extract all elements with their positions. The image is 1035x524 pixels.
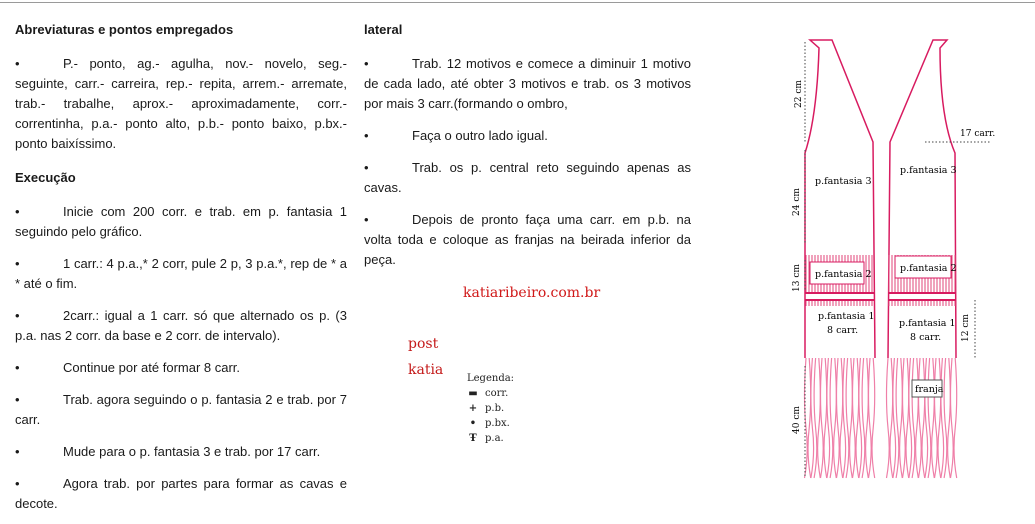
bullet: •: [15, 392, 20, 407]
fringe-strand: [808, 358, 811, 478]
legend-label: p.bx.: [485, 418, 510, 429]
step-text: 2carr.: igual a 1 carr. só que alternado os p. (3 p.a. nas 2 corr. da base e 2 corr. de intervalo).: [15, 308, 347, 343]
legend-label: p.a.: [485, 433, 504, 444]
bullet: •: [15, 204, 20, 219]
fringe-strand: [846, 358, 849, 478]
left-f3-label: p.fantasia 3: [815, 176, 872, 187]
fringe-strand: [837, 358, 840, 478]
fringe-strand: [811, 358, 814, 478]
bullet: •: [15, 308, 20, 323]
franja-label: franja: [915, 384, 944, 395]
stitch-legend: [467, 373, 514, 448]
fringe-strand: [859, 358, 862, 478]
fringe-strand: [906, 358, 909, 478]
step-text: Continue por até formar 8 carr.: [63, 360, 241, 375]
step-text: Faça o outro lado igual.: [412, 128, 548, 143]
execution-heading: Execução: [15, 170, 76, 185]
chain-stitch-icon: ▬: [468, 388, 478, 399]
fringe-strand: [814, 358, 817, 478]
fringe-strand: [919, 358, 922, 478]
legend-label: corr.: [485, 388, 509, 399]
fringe-strand: [909, 358, 912, 478]
lateral-step-4: [364, 210, 691, 270]
fringe-strand: [856, 358, 859, 478]
fringe-strand: [903, 358, 906, 478]
bullet: •: [364, 56, 369, 71]
lateral-heading: lateral: [364, 22, 403, 37]
double-crochet-icon: Ŧ: [469, 433, 477, 444]
vest-schematic-diagram: [775, 28, 1025, 488]
fringe-strand: [925, 358, 928, 478]
bullet: •: [15, 256, 20, 271]
step-3: [15, 306, 347, 346]
abbreviations-text: P.- ponto, ag.- agulha, nov.- novelo, seg.- seguinte, carr.- carreira, rep.- repita, arrem.- arremate, trab.- trabalhe, aprox.- aproximadamente, corr.- correntinha, p.a.- ponto alto, p.b.- ponto baixo, p.bx.- ponto baixíssimo.: [15, 56, 347, 151]
left-f2-label: p.fantasia 2: [815, 269, 872, 280]
single-crochet-icon: +: [468, 403, 478, 414]
signature-line-1: post: [408, 336, 439, 352]
step-text: 1 carr.: 4 p.a.,* 2 corr, pule 2 p, 3 p.a.*, rep de * a * até o fim.: [15, 256, 347, 291]
step-text: Agora trab. por partes para formar as cavas e decote.: [15, 476, 347, 511]
fringe-strand: [853, 358, 856, 478]
legend-title-row: [467, 373, 514, 388]
bullet: •: [364, 128, 369, 143]
website-watermark: katiaribeiro.com.br: [463, 285, 601, 301]
measure-13-label: 13 cm: [792, 264, 802, 292]
step-4: [15, 358, 347, 378]
fringe-strand: [862, 358, 865, 478]
bullet: •: [15, 444, 20, 459]
legend-item: [467, 388, 514, 403]
fringe-strand: [944, 358, 947, 478]
left-f1-carr: 8 carr.: [827, 325, 859, 336]
fringe-strand: [893, 358, 896, 478]
lateral-step-1: [364, 54, 691, 114]
fringe-strand: [954, 358, 957, 478]
fringe-strand: [935, 358, 938, 478]
fringe-strand: [830, 358, 833, 478]
bullet: •: [364, 160, 369, 175]
fringe-strand: [900, 358, 903, 478]
right-f1-carr: 8 carr.: [910, 332, 942, 343]
top-rule: [0, 2, 1035, 3]
measure-24-label: 24 cm: [792, 188, 802, 216]
right-f1-label: p.fantasia 1: [899, 318, 956, 329]
fringe-strand: [824, 358, 827, 478]
middle-column: [364, 20, 691, 270]
step-6: [15, 442, 347, 462]
fringe-strand: [840, 358, 843, 478]
abbreviations-paragraph: [15, 54, 347, 154]
fringe-strand: [843, 358, 846, 478]
step-text: Trab. 12 motivos e comece a diminuir 1 motivo de cada lado, até obter 3 motivos e trab. os 3 motivos por mais 3 carr.(formando o ombro,: [364, 56, 691, 111]
abbreviations-heading: Abreviaturas e pontos empregados: [15, 22, 234, 37]
fringe-strand: [938, 358, 941, 478]
fringe-strand: [866, 358, 869, 478]
bullet: •: [15, 476, 20, 491]
measure-12-label: 12 cm: [961, 314, 971, 342]
fringe-strand: [872, 358, 875, 478]
fringe-strand: [896, 358, 899, 478]
right-panel-outline: [888, 40, 956, 358]
fringe-strand: [805, 358, 808, 478]
fringe-strand: [890, 358, 893, 478]
left-column: [15, 20, 347, 514]
bullet: •: [15, 360, 20, 375]
step-2: [15, 254, 347, 294]
step-7: [15, 474, 347, 514]
bullet: •: [15, 56, 20, 71]
fringe-strand: [928, 358, 931, 478]
right-f3-label: p.fantasia 3: [900, 165, 957, 176]
fringe-strand: [948, 358, 951, 478]
step-text: Inicie com 200 corr. e trab. em p. fantasia 1 seguindo pelo gráfico.: [15, 204, 347, 239]
left-f1-label: p.fantasia 1: [818, 311, 875, 322]
fringe-strand: [922, 358, 925, 478]
bullet: •: [364, 212, 369, 227]
step-1: [15, 202, 347, 242]
fringe-strand: [850, 358, 853, 478]
fringe-strand: [869, 358, 872, 478]
fringe-strand: [932, 358, 935, 478]
fringe-strand: [916, 358, 919, 478]
legend-item: [467, 418, 514, 433]
fringe-strand: [887, 358, 890, 478]
fringe-strand: [821, 358, 824, 478]
right-f2-label: p.fantasia 2: [900, 263, 957, 274]
fringe-strand: [827, 358, 830, 478]
fringe-strand: [912, 358, 915, 478]
fringe-strand: [818, 358, 821, 478]
step-text: Trab. agora seguindo o p. fantasia 2 e trab. por 7 carr.: [15, 392, 347, 427]
lateral-step-3: [364, 158, 691, 198]
legend-label: p.b.: [485, 403, 505, 414]
slip-stitch-icon: •: [469, 418, 477, 429]
step-5: [15, 390, 347, 430]
legend-item: [467, 403, 514, 418]
step-text: Depois de pronto faça uma carr. em p.b. na volta toda e coloque as franjas na beirada inferior da peça.: [364, 212, 691, 267]
measure-40-label: 40 cm: [792, 406, 802, 434]
legend-title: Legenda:: [467, 373, 515, 384]
signature-line-2: katia: [408, 362, 444, 378]
legend-item: [467, 433, 514, 448]
step-text: Trab. os p. central reto seguindo apenas as cavas.: [364, 160, 691, 195]
step-text: Mude para o p. fantasia 3 e trab. por 17 carr.: [63, 444, 321, 459]
fringe-strand: [951, 358, 954, 478]
fringe-strands: [805, 358, 957, 478]
measure-17carr-label: 17 carr.: [960, 129, 996, 139]
lateral-step-2: [364, 126, 691, 146]
fringe-strand: [834, 358, 837, 478]
fringe-strand: [941, 358, 944, 478]
measure-22-label: 22 cm: [794, 80, 804, 108]
